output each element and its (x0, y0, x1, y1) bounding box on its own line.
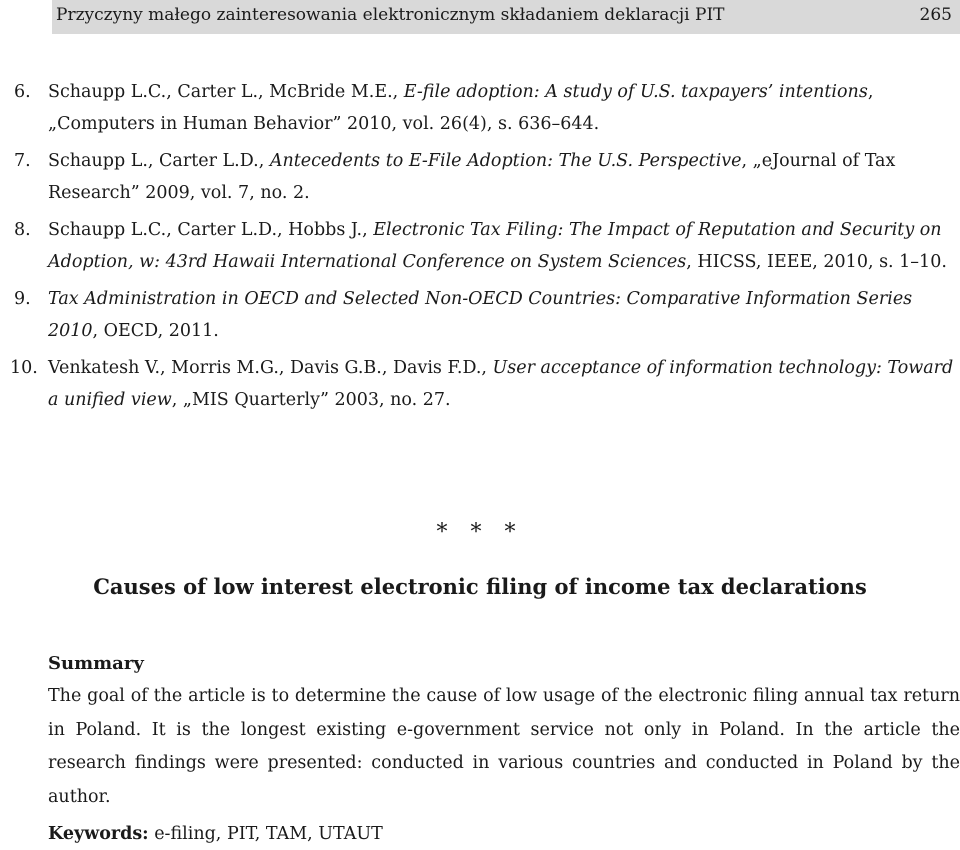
reference-source: , „eJournal of Tax Research” 2009, vol. 7, no. 2. (48, 151, 896, 203)
reference-source: , HICSS, IEEE, 2010, s. 1–10. (686, 252, 947, 272)
reference-item (0, 145, 960, 209)
reference-item (0, 214, 960, 278)
running-header (52, 0, 960, 34)
reference-title: Electronic Tax Filing: The Impact of Reputation and Security on Adoption, w: 43rd Hawaii International Conference on System Sciences (48, 220, 942, 272)
english-article-title: Causes of low interest electronic filing of income tax declarations (93, 574, 867, 599)
reference-title: E-file adoption: A study of U.S. taxpayers’ intentions (403, 82, 868, 102)
reference-number: 10. (10, 358, 38, 378)
reference-number: 6. (14, 82, 31, 102)
reference-authors: Schaupp L.C., Carter L.D., Hobbs J., (48, 220, 374, 240)
reference-number: 8. (14, 220, 31, 240)
reference-source: , „Computers in Human Behavior” 2010, vol. 26(4), s. 636–644. (48, 82, 874, 134)
keywords-label: Keywords: (48, 824, 149, 844)
page-number: 265 (919, 5, 952, 25)
summary-heading: Summary (48, 653, 144, 674)
reference-item (0, 352, 960, 416)
running-header-title: Przyczyny małego zainteresowania elektronicznym składaniem deklaracji PIT (56, 5, 725, 25)
reference-source: , „MIS Quarterly” 2003, no. 27. (171, 390, 451, 410)
reference-title: Tax Administration in OECD and Selected Non-OECD Countries: Comparative Information Series 2010 (48, 289, 913, 341)
reference-title: Antecedents to E-File Adoption: The U.S. Perspective (269, 151, 742, 171)
reference-authors: Schaupp L., Carter L.D., (48, 151, 270, 171)
reference-title: User acceptance of information technology: Toward a unified view (48, 358, 954, 410)
reference-authors: Venkatesh V., Morris M.G., Davis G.B., Davis F.D., (48, 358, 493, 378)
reference-list (0, 76, 960, 421)
summary-text (0, 680, 960, 814)
reference-number: 9. (14, 289, 31, 309)
reference-source: , OECD, 2011. (92, 321, 219, 341)
keywords-value: e-filing, PIT, TAM, UTAUT (148, 824, 383, 844)
reference-authors: Schaupp L.C., Carter L., McBride M.E., (48, 82, 404, 102)
reference-item (0, 283, 960, 347)
reference-item (0, 76, 960, 140)
summary-paragraph: The goal of the article is to determine the cause of low usage of the electronic filing annual tax return in Poland. It is the longest existing e-government service not only in Poland. In the article the research findings were presented: conducted in various countries and conducted in Poland by the author. (48, 686, 960, 807)
keywords-line (48, 818, 383, 850)
section-separator: * * * (436, 520, 524, 545)
reference-number: 7. (14, 151, 31, 171)
